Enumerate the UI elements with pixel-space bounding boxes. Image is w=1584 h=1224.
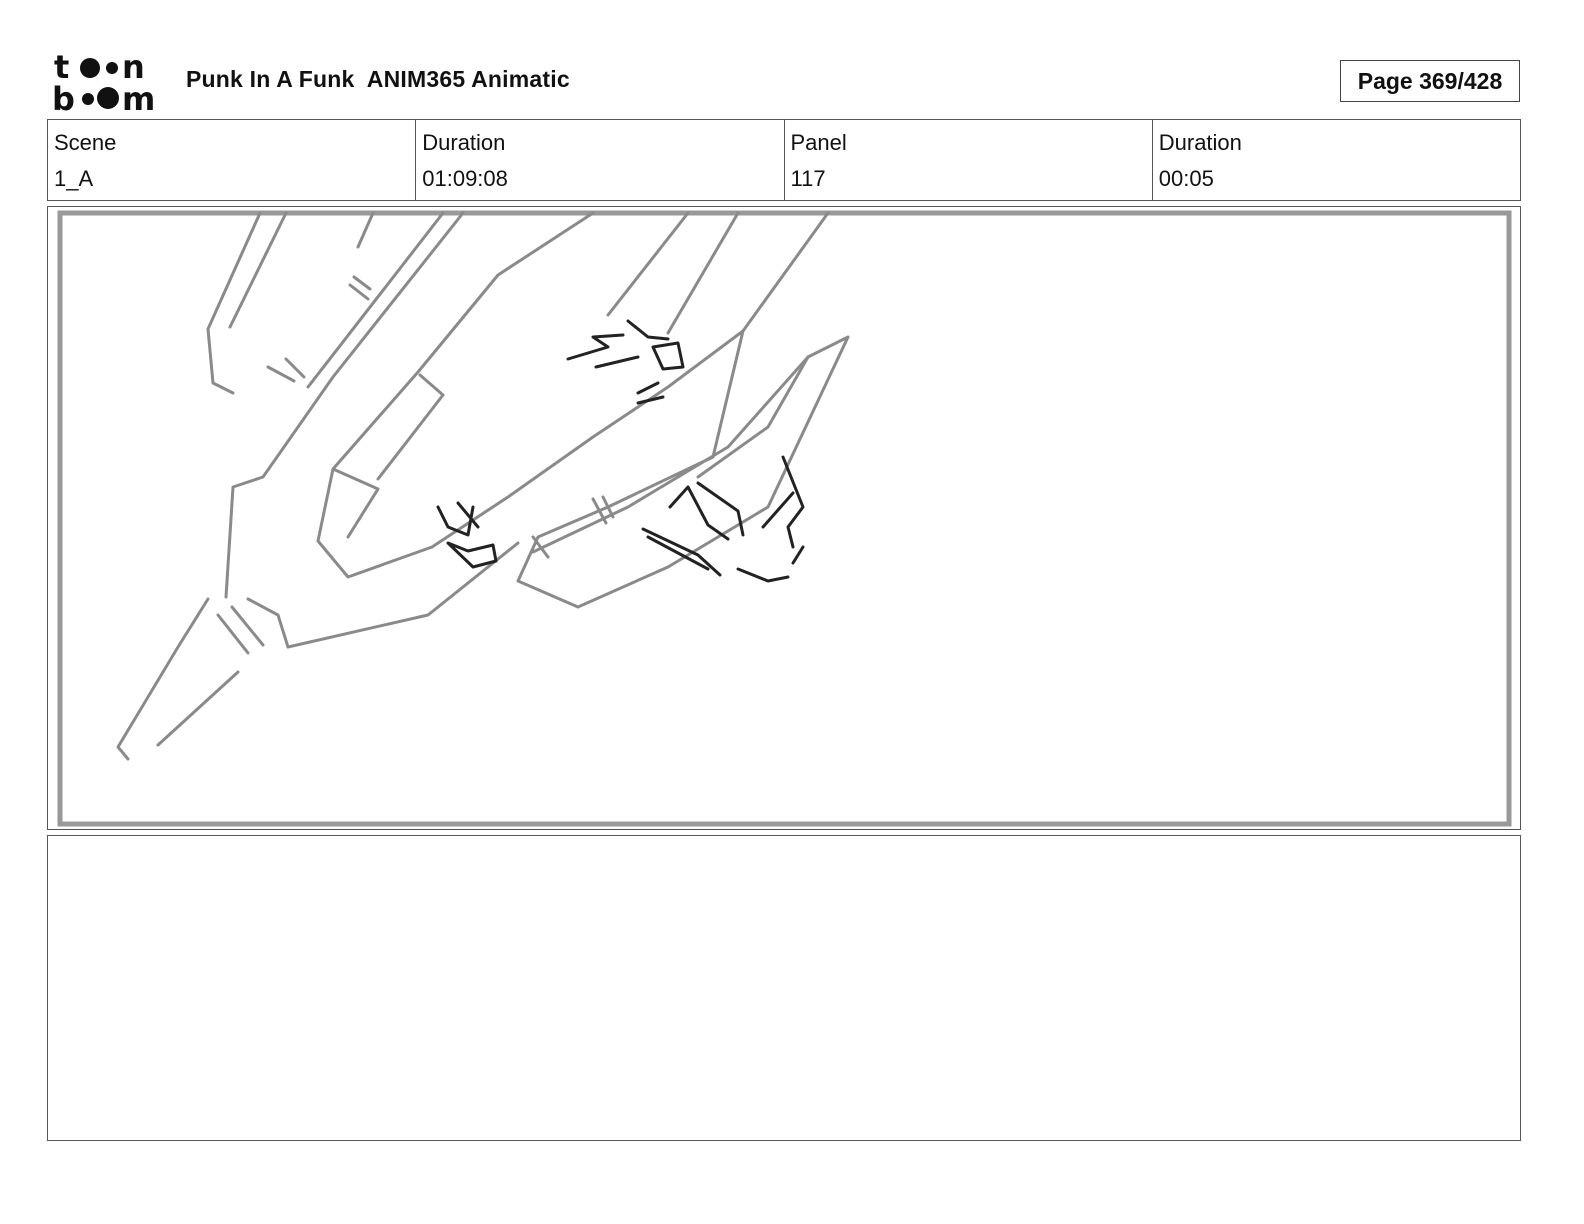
svg-text:n: n: [122, 50, 145, 86]
sketch-drawing: [48, 207, 1519, 828]
scene-info-table: [47, 119, 1521, 201]
svg-text:t: t: [54, 50, 70, 86]
character-sketches: [438, 321, 803, 581]
panel-duration-label: Duration: [1158, 130, 1242, 155]
storyboard-title: Punk In A Funk ANIM365 Animatic: [186, 66, 570, 92]
camera-frame: [60, 213, 1509, 824]
panel-image-frame: [47, 206, 1521, 830]
panel-duration-cell: [1153, 120, 1520, 200]
panel-duration-value: 00:05: [1158, 166, 1214, 191]
svg-text:b: b: [52, 80, 75, 114]
page-number: Page 369/428: [1340, 60, 1520, 102]
scene-cell: [48, 120, 416, 200]
scene-duration-label: Duration: [422, 130, 506, 155]
svg-text:m: m: [122, 80, 156, 114]
scene-value: 1_A: [54, 166, 94, 191]
panel-cell: [785, 120, 1153, 200]
scene-label: Scene: [54, 130, 117, 155]
ship-sketch: [118, 213, 848, 759]
scene-duration-cell: [416, 120, 784, 200]
panel-notes-box: [47, 835, 1521, 1141]
panel-label: Panel: [790, 130, 847, 155]
toon-boom-logo: [50, 50, 166, 114]
panel-value: 117: [790, 166, 826, 191]
scene-duration-value: 01:09:08: [422, 166, 508, 191]
